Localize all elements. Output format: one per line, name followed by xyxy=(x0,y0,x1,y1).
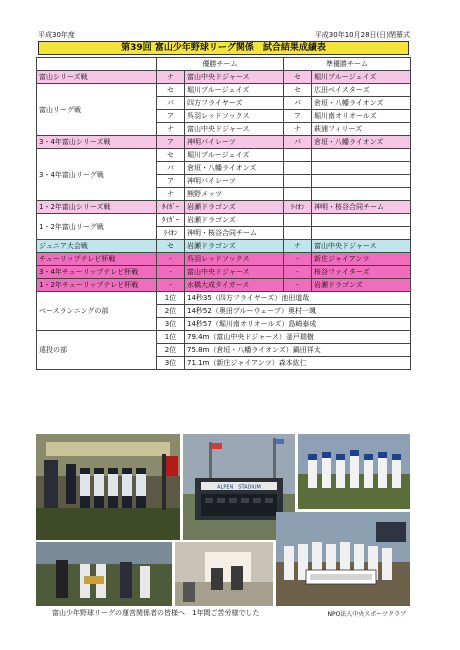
runner-up-team: 倉垣・八幡ライオンズ xyxy=(312,136,411,149)
runner-up-team: 広田ベイスターズ xyxy=(312,84,411,97)
winner-team: 神明パイレーツ xyxy=(185,175,284,188)
rank-cell: 2位 xyxy=(157,344,185,357)
runner-up-team: 新庄ジャイアンツ xyxy=(312,253,411,266)
category-cell: チューリップテレビ杯戦 xyxy=(37,253,157,266)
winner-team: 呉羽レッドソックス xyxy=(185,253,284,266)
league-mark: - xyxy=(284,279,312,292)
table-row xyxy=(37,266,411,279)
fiscal-year-label: 平成30年度 xyxy=(38,31,75,39)
table-row xyxy=(37,331,411,344)
organization-caption: NPO法人中央スポーツクラブ xyxy=(327,611,406,618)
photo-award-presentation xyxy=(36,542,172,606)
league-mark: - xyxy=(157,279,185,292)
header-row xyxy=(37,58,411,71)
scoreboard-sign: ALPEN STADIUM xyxy=(217,484,261,491)
runner-up-team: 倉垣・八幡ライオンズ xyxy=(312,97,411,110)
empty-cell xyxy=(312,162,411,175)
photo-team-banner xyxy=(276,512,410,606)
table-row xyxy=(37,279,411,292)
league-mark: ア xyxy=(284,110,312,123)
photo-ceremony xyxy=(36,434,180,540)
league-mark: ア xyxy=(157,136,185,149)
closing-date-label: 平成30年10月28日(日)閉幕式 xyxy=(314,31,410,39)
record-cell: 79.4m（富山中央ドジャース）釜戸瑞樹 xyxy=(185,331,411,344)
winner-team: 四方フライヤーズ xyxy=(185,97,284,110)
winner-team: 神明・桜谷合同チーム xyxy=(185,227,284,240)
empty-cell xyxy=(312,175,411,188)
page-title: 第39回 富山少年野球リーグ関係 試合結果成績表 xyxy=(38,41,409,55)
runner-up-team: 堀川ブルージェイズ xyxy=(312,71,411,84)
league-mark: ナ xyxy=(157,188,185,201)
league-mark: ナ xyxy=(284,123,312,136)
record-cell: 14秒57（堀川南オリオールズ）島崎泰成 xyxy=(185,318,411,331)
header-blank xyxy=(37,58,157,71)
league-mark: ナ xyxy=(157,123,185,136)
league-mark: セ xyxy=(284,71,312,84)
thanks-caption: 富山少年野球リーグの運営関係者の皆様へ 1年間ご苦労様でした xyxy=(52,609,260,617)
empty-cell xyxy=(312,188,411,201)
empty-cell xyxy=(312,227,411,240)
table-row xyxy=(37,71,411,84)
winner-team: 堀川ブルージェイズ xyxy=(185,149,284,162)
record-cell: 75.8m（倉垣・八幡ライオンズ）鍋田祥太 xyxy=(185,344,411,357)
category-cell: 富山シリーズ戦 xyxy=(37,71,157,84)
throwing-label: 遠投の部 xyxy=(37,331,157,370)
category-cell: 1・2年富山リーグ戦 xyxy=(37,214,157,240)
league-mark: パ xyxy=(284,97,312,110)
category-cell: 3・4年富山リーグ戦 xyxy=(37,149,157,201)
runner-up-team: 萩浦フィリーズ xyxy=(312,123,411,136)
table-row xyxy=(37,136,411,149)
winner-team: 熊野メッツ xyxy=(185,188,284,201)
winner-team: 神明パイレーツ xyxy=(185,136,284,149)
league-mark: セ xyxy=(157,149,185,162)
league-mark: パ xyxy=(157,162,185,175)
base-running-label: ベースランニングの部 xyxy=(37,292,157,331)
category-cell: 富山リーグ戦 xyxy=(37,84,157,136)
winner-header: 優勝チーム xyxy=(157,58,284,71)
winner-team: 富山中央ドジャース xyxy=(185,71,284,84)
winner-team: 水橋大成タイガース xyxy=(185,279,284,292)
winner-team: 岩瀬ドラゴンズ xyxy=(185,240,284,253)
rank-cell: 3位 xyxy=(157,357,185,370)
winner-team: 呉羽レッドソックス xyxy=(185,110,284,123)
empty-cell xyxy=(284,162,312,175)
rank-cell: 1位 xyxy=(157,292,185,305)
table-row xyxy=(37,240,411,253)
table-row xyxy=(37,149,411,162)
table-row xyxy=(37,201,411,214)
league-mark: ﾗｲｵﾝ xyxy=(284,201,312,214)
winner-team: 岩瀬ドラゴンズ xyxy=(185,201,284,214)
winner-team: 倉垣・八幡ライオンズ xyxy=(185,162,284,175)
record-cell: 14秒35（四方フライヤーズ）池田道哉 xyxy=(185,292,411,305)
league-mark: ﾀｲｶﾞｰ xyxy=(157,201,185,214)
league-mark: - xyxy=(157,266,185,279)
runner-up-header: 準優勝チーム xyxy=(284,58,411,71)
runner-up-team: 堀川南オリオールズ xyxy=(312,110,411,123)
league-mark: ア xyxy=(157,175,185,188)
record-cell: 14秒52（奥田ブルーウェーブ）奥村一颯 xyxy=(185,305,411,318)
league-mark: セ xyxy=(284,84,312,97)
photo-team-players xyxy=(298,434,410,509)
table-row xyxy=(37,253,411,266)
empty-cell xyxy=(284,149,312,162)
table-row xyxy=(37,84,411,97)
league-mark: ナ xyxy=(157,71,185,84)
runner-up-team: 桜谷ファイターズ xyxy=(312,266,411,279)
photo-indoor-event xyxy=(175,542,273,606)
category-cell: ジュニア大会戦 xyxy=(37,240,157,253)
league-mark: ナ xyxy=(284,240,312,253)
category-cell: 3・4年チューリップテレビ杯戦 xyxy=(37,266,157,279)
league-mark: セ xyxy=(157,240,185,253)
empty-cell xyxy=(284,188,312,201)
winner-team: 富山中央ドジャース xyxy=(185,266,284,279)
league-mark: セ xyxy=(157,84,185,97)
runner-up-team: 神明・桜谷合同チーム xyxy=(312,201,411,214)
rank-cell: 1位 xyxy=(157,331,185,344)
league-mark: - xyxy=(157,253,185,266)
runner-up-team: 岩瀬ドラゴンズ xyxy=(312,279,411,292)
empty-cell xyxy=(312,149,411,162)
league-mark: パ xyxy=(284,136,312,149)
category-cell: 1・2年富山シリーズ戦 xyxy=(37,201,157,214)
table-row xyxy=(37,292,411,305)
league-mark: ﾀｲｶﾞｰ xyxy=(157,214,185,227)
league-mark: パ xyxy=(157,97,185,110)
table-row xyxy=(37,214,411,227)
rank-cell: 3位 xyxy=(157,318,185,331)
winner-team: 岩瀬ドラゴンズ xyxy=(185,214,284,227)
empty-cell xyxy=(312,214,411,227)
league-mark: - xyxy=(284,266,312,279)
runner-up-team: 富山中央ドジャース xyxy=(312,240,411,253)
category-cell: 1・2年チューリップテレビ杯戦 xyxy=(37,279,157,292)
empty-cell xyxy=(284,214,312,227)
league-mark: - xyxy=(284,253,312,266)
results-table xyxy=(36,57,411,370)
winner-team: 堀川ブルージェイズ xyxy=(185,84,284,97)
empty-cell xyxy=(284,227,312,240)
rank-cell: 2位 xyxy=(157,305,185,318)
league-mark: ﾗｲｵﾝ xyxy=(157,227,185,240)
winner-team: 富山中央ドジャース xyxy=(185,123,284,136)
empty-cell xyxy=(284,175,312,188)
category-cell: 3・4年富山シリーズ戦 xyxy=(37,136,157,149)
league-mark: ア xyxy=(157,110,185,123)
record-cell: 71.1m（新庄ジャイアンツ）森本紘仁 xyxy=(185,357,411,370)
